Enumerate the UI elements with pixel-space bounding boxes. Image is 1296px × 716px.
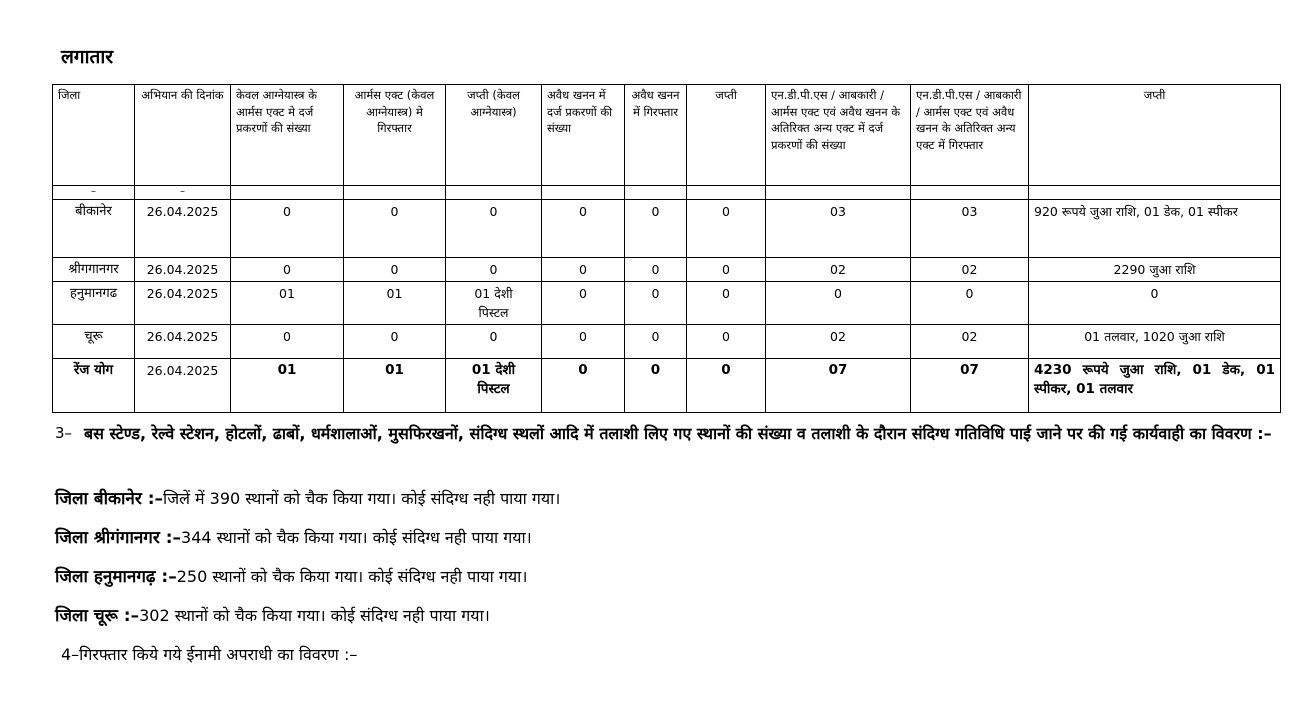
table-cell: 07 [766, 359, 911, 413]
district-cell: हनुमानगढ [53, 282, 135, 325]
table-cell: 0 [687, 359, 766, 413]
table-cell: 0 [542, 282, 625, 325]
table-cell: 01 [344, 282, 446, 325]
header-cell: केवल आग्नेयास्त्र के आर्मस एक्ट मे दर्ज प्रकरणों की संख्या [231, 85, 344, 186]
header-cell: जप्ती (केवल आग्नेयास्त्र) [446, 85, 542, 186]
page-heading: लगातार [61, 46, 114, 68]
district-text: 250 स्थानों को चैक किया गया। कोई संदिग्ध नही पाया गया। [176, 567, 528, 586]
district-cell: श्रीगगानगर [53, 258, 135, 282]
table-cell: 0 [911, 282, 1029, 325]
district-text: 344 स्थानों को चैक किया गया। कोई संदिग्ध नही पाया गया। [181, 528, 532, 547]
header-cell: एन.डी.पी.एस / आबकारी / आर्मस एक्ट एवं अवैध खनन के अतिरिक्त अन्य एक्ट में दर्ज प्रकरणों की संख्या [766, 85, 911, 186]
table-cell: 0 [625, 325, 687, 359]
table-cell: 02 [766, 325, 911, 359]
district-summary [55, 486, 560, 509]
table-cell: 0 [446, 200, 542, 258]
table-cell: 0 [231, 200, 344, 258]
table-cell: 01 [344, 359, 446, 413]
district-summary [55, 603, 490, 626]
table-cell: 26.04.2025 [135, 200, 231, 258]
table-cell: 26.04.2025 [135, 258, 231, 282]
table-cell: 0 [625, 200, 687, 258]
table-total-row [53, 359, 1281, 413]
table-cell: 0 [231, 258, 344, 282]
table-cell: 01 [231, 282, 344, 325]
dash-cell: – [53, 186, 135, 200]
table-cell: 0 [625, 282, 687, 325]
table-dash-row [53, 186, 1281, 200]
table-row [53, 325, 1281, 359]
table-row [53, 258, 1281, 282]
table-cell: 0 [542, 258, 625, 282]
header-cell: आर्मस एक्ट (केवल आग्नेयास्त्र) मे गिरफ्तार [344, 85, 446, 186]
header-cell: एन.डी.पी.एस / आबकारी / आर्मस एक्ट एवं अवैध खनन के अतिरिक्त अन्य एक्ट में गिरफ्तार [911, 85, 1029, 186]
table-cell: 0 [446, 325, 542, 359]
header-cell: जप्ती [1029, 85, 1281, 186]
section-3-text: बस स्टेण्ड, रेल्वे स्टेशन, होटलों, ढाबों, धर्मशालाओं, मुसफिरखनों, संदिग्ध स्थलों आदि में तलाशी लिए गए स्थानों की संख्या व तलाशी के दौरान संदिग्ध गतिविधि पाई जाने पर की गई कार्यवाही का विवरण :– [84, 424, 1272, 443]
table-cell: 03 [911, 200, 1029, 258]
table-header-row [53, 85, 1281, 186]
section-4-heading: 4–गिरफ्तार किये गये ईनामी अपराधी का विवरण :– [61, 645, 358, 664]
section-3 [55, 421, 1287, 446]
table-cell: 0 [766, 282, 911, 325]
table-cell: 03 [766, 200, 911, 258]
table-cell: 0 [542, 200, 625, 258]
table-cell: 02 [766, 258, 911, 282]
table-row [53, 200, 1281, 258]
header-cell: जिला [53, 85, 135, 186]
table-cell: 01 देशी पिस्टल [446, 282, 542, 325]
seizure-cell: 01 तलवार, 1020 जुआ राशि [1029, 325, 1281, 359]
table-cell: 26.04.2025 [135, 359, 231, 413]
district-summary [55, 525, 532, 548]
seizure-cell: 4230 रूपये जुआ राशि, 01 डेक, 01 स्पीकर, 01 तलवार [1029, 359, 1281, 413]
district-cell: चूरू [53, 325, 135, 359]
district-text: जिलें में 390 स्थानों को चैक किया गया। कोई संदिग्ध नही पाया गया। [163, 489, 561, 508]
table-cell: 0 [344, 325, 446, 359]
table-cell: 26.04.2025 [135, 325, 231, 359]
data-table [52, 84, 1281, 413]
table-cell: 0 [231, 325, 344, 359]
table-cell: 0 [625, 359, 687, 413]
dash-cell: – [135, 186, 231, 200]
header-cell: अवैध खनन में गिरफ्तार [625, 85, 687, 186]
table-cell: 0 [687, 258, 766, 282]
table-cell: 0 [687, 200, 766, 258]
district-label: जिला बीकानेर :– [55, 489, 164, 509]
header-cell: अभियान की दिनांक [135, 85, 231, 186]
table-cell: 02 [911, 325, 1029, 359]
table-cell: 0 [446, 258, 542, 282]
table-cell: 0 [542, 325, 625, 359]
table-cell: 0 [625, 258, 687, 282]
table-cell: 0 [344, 200, 446, 258]
seizure-cell: 920 रूपये जुआ राशि, 01 डेक, 01 स्पीकर [1029, 200, 1281, 258]
header-cell: जप्ती [687, 85, 766, 186]
table-cell: 0 [344, 258, 446, 282]
table-cell: 01 [231, 359, 344, 413]
total-label-cell: रेंज योग [53, 359, 135, 413]
table-cell: 0 [687, 325, 766, 359]
table-row [53, 282, 1281, 325]
district-cell: बीकानेर [53, 200, 135, 258]
seizure-cell: 0 [1029, 282, 1281, 325]
table-cell: 01 देशी पिस्टल [446, 359, 542, 413]
table-cell: 02 [911, 258, 1029, 282]
seizure-cell: 2290 जुआ राशि [1029, 258, 1281, 282]
district-label: जिला हनुमानगढ़ :– [55, 567, 177, 587]
district-summary [55, 564, 527, 587]
table-cell: 0 [542, 359, 625, 413]
table-cell: 26.04.2025 [135, 282, 231, 325]
section-number: 3– [55, 424, 73, 442]
district-text: 302 स्थानों को चैक किया गया। कोई संदिग्ध नही पाया गया। [139, 606, 490, 625]
table-cell: 0 [687, 282, 766, 325]
district-label: जिला चूरू :– [55, 606, 140, 626]
district-label: जिला श्रीगंगानगर :– [55, 528, 182, 548]
table-cell: 07 [911, 359, 1029, 413]
header-cell: अवैध खनन में दर्ज प्रकरणों की संख्या [542, 85, 625, 186]
